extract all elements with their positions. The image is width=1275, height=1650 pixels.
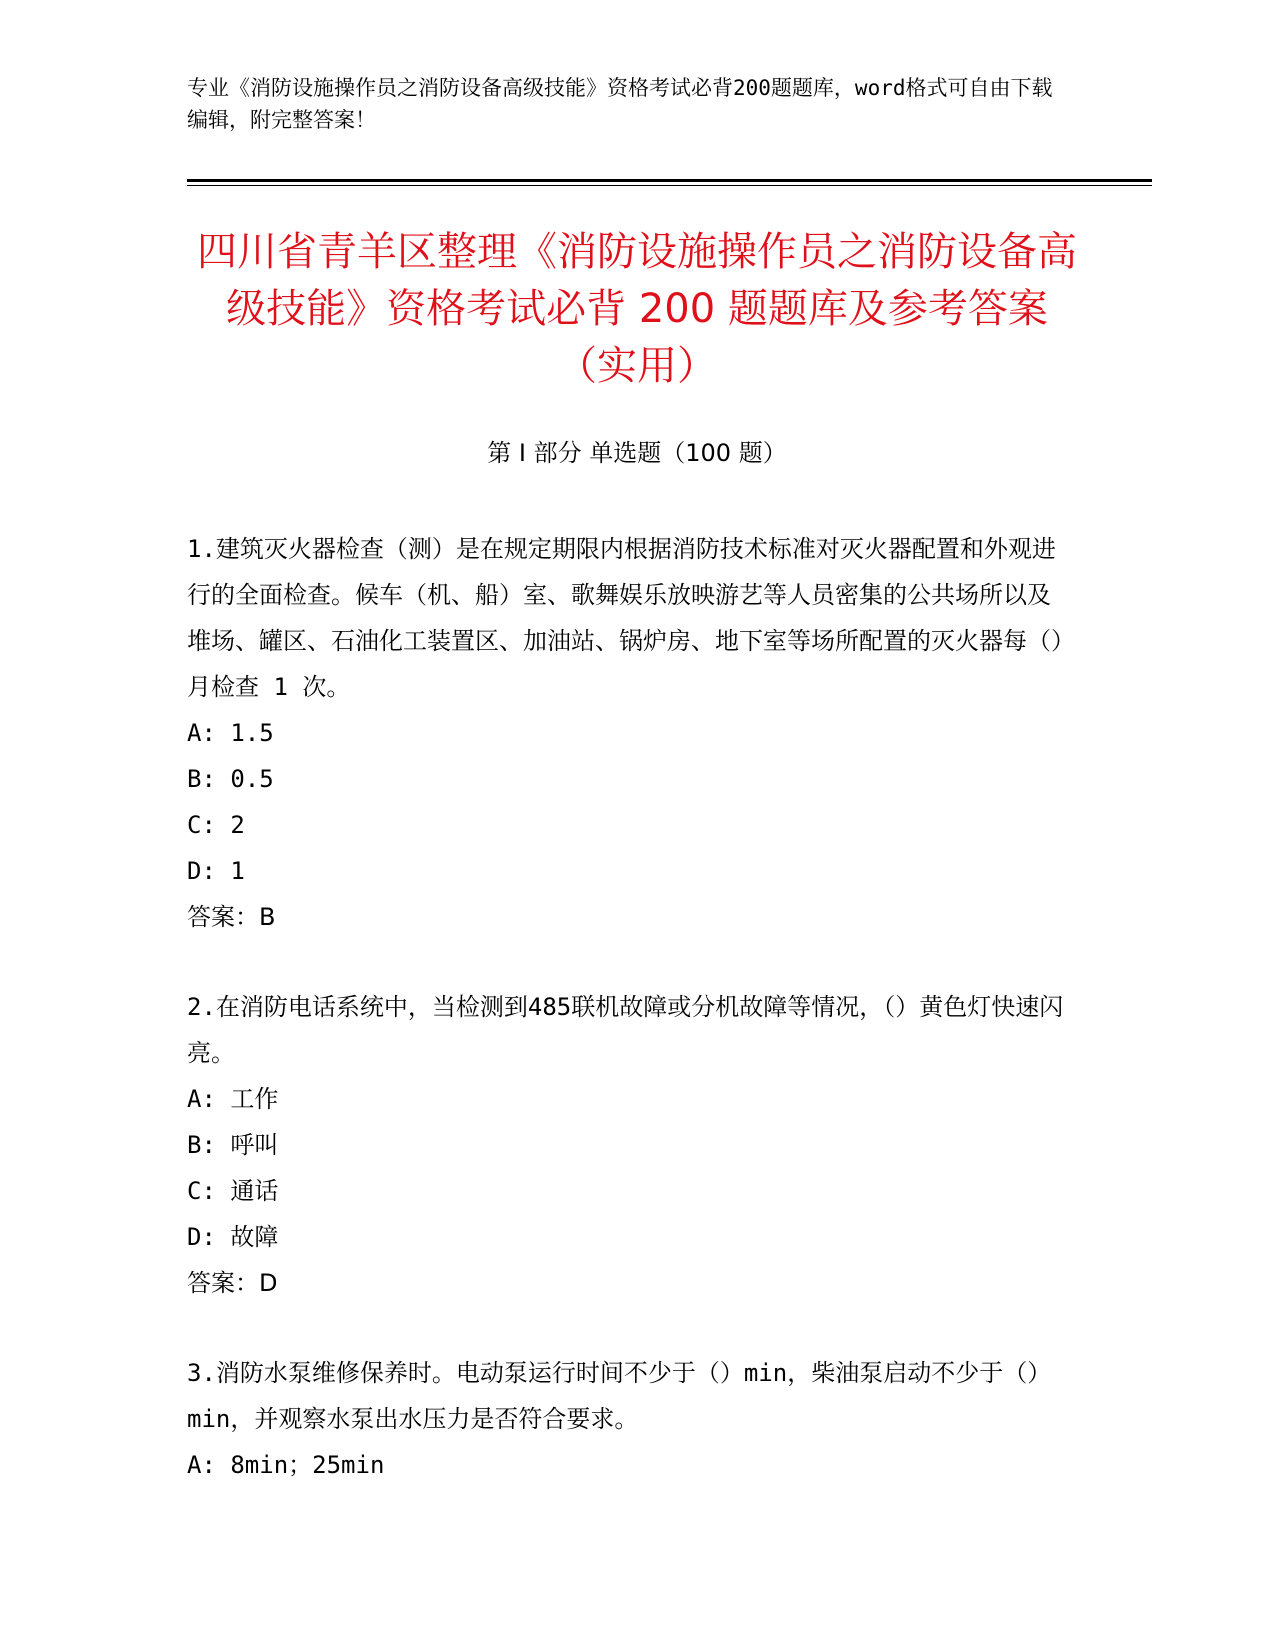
header-divider-thick <box>187 179 1152 182</box>
option-b: B: 0.5 <box>187 765 274 793</box>
question-item <box>187 984 1067 1306</box>
question-item <box>187 526 1067 940</box>
answer-line: 答案：D <box>187 1269 278 1297</box>
section-heading: 第 I 部分 单选题（100 题） <box>487 439 787 467</box>
option-a: A: 8min；25min <box>187 1451 385 1479</box>
header-divider-thin <box>187 185 1152 186</box>
question-text: 3.消防水泵维修保养时。电动泵运行时间不少于（）min，柴油泵启动不少于（）min，并观察水泵出水压力是否符合要求。 <box>187 1359 1052 1433</box>
option-d: D: 故障 <box>187 1223 279 1251</box>
option-a: A: 1.5 <box>187 719 274 747</box>
option-d: D: 1 <box>187 857 245 885</box>
header-note: 专业《消防设施操作员之消防设备高级技能》资格考试必背200题题库，word格式可自由下载编辑，附完整答案！ <box>187 76 1053 132</box>
question-text: 1.建筑灭火器检查（测）是在规定期限内根据消防技术标准对灭火器配置和外观进行的全面检查。候车（机、船）室、歌舞娱乐放映游艺等人员密集的公共场所以及堆场、罐区、石油化工装置区、加油站、锅炉房、地下室等场所配置的灭火器每（）月检查 1 次。 <box>187 535 1063 701</box>
option-a: A: 工作 <box>187 1085 279 1113</box>
answer-line: 答案：B <box>187 903 276 931</box>
option-b: B: 呼叫 <box>187 1131 279 1159</box>
option-c: C: 通话 <box>187 1177 279 1205</box>
question-item <box>187 1350 1067 1488</box>
option-c: C: 2 <box>187 811 245 839</box>
question-text: 2.在消防电话系统中，当检测到485联机故障或分机故障等情况，（）黄色灯快速闪亮。 <box>187 993 1064 1067</box>
document-title: 四川省青羊区整理《消防设施操作员之消防设备高级技能》资格考试必背 200 题题库及参考答案（实用） <box>197 229 1077 389</box>
